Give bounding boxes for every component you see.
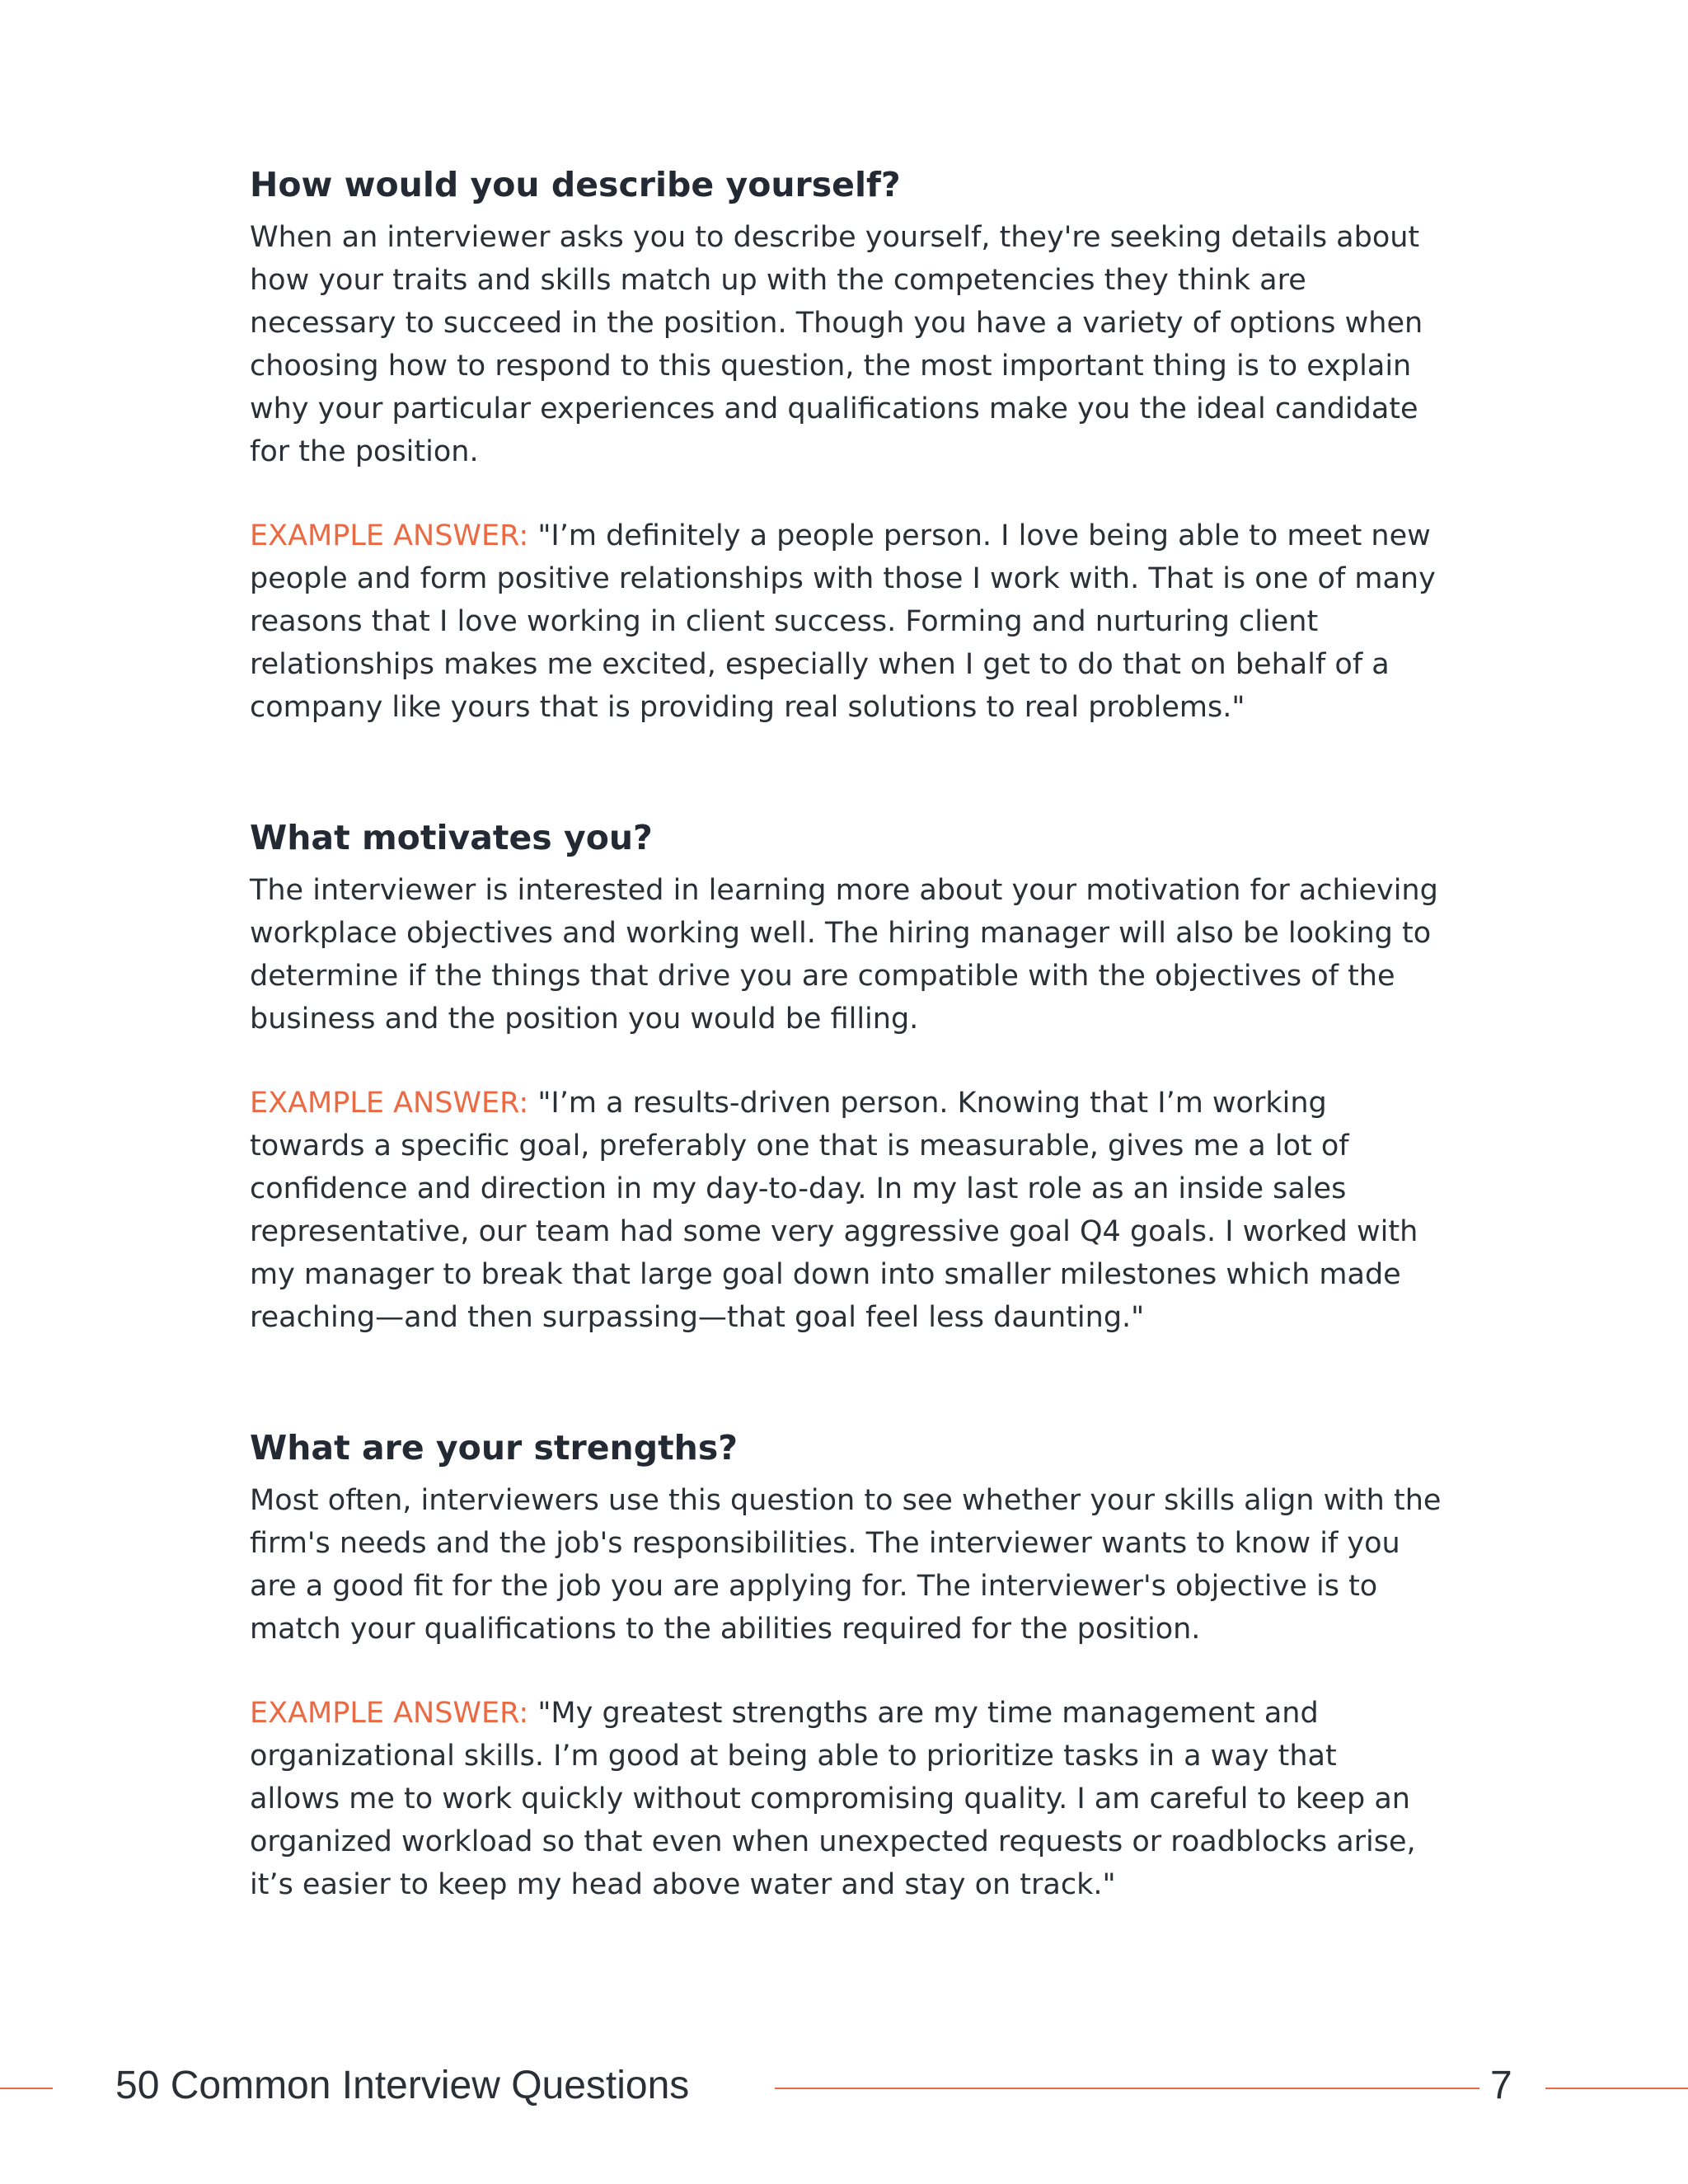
question-section-describe-yourself: [250, 162, 1503, 729]
example-answer-label: EXAMPLE ANSWER:: [250, 1697, 529, 1730]
page-content: [250, 162, 1503, 1906]
example-answer-label: EXAMPLE ANSWER:: [250, 1087, 529, 1120]
example-answer: [250, 514, 1503, 729]
example-answer: [250, 1692, 1503, 1906]
example-answer-label: EXAMPLE ANSWER:: [250, 519, 529, 552]
question-section-strengths: [250, 1425, 1503, 1906]
question-explanation: When an interviewer asks you to describe yourself, they're seeking details about how your traits and skills match up with the competencies they think are necessary to succeed in the position. Though you have a variety of options when choosing how to respond to this question, the most important thing is to explain why your particular experiences and qualifications make you the ideal candidate for the position.: [250, 221, 1423, 468]
page-footer: [0, 2061, 1688, 2111]
example-answer-text: "I’m definitely a people person. I love being able to meet new people and form positive relationships with those I work with. That is one of many reasons that I love working in client success. Forming and nurturing client relationships makes me excited, especially when I get to do that on behalf of a company like yours that is providing real solutions to real problems.": [250, 519, 1436, 724]
question-heading: What motivates you?: [250, 818, 653, 857]
question-section-motivation: [250, 815, 1503, 1339]
question-explanation: The interviewer is interested in learning more about your motivation for achieving workplace objectives and working well. The hiring manager will also be looking to determine if the things that drive you are compatible with the objectives of the business and the position you would be filling.: [250, 874, 1438, 1036]
example-answer-text: "My greatest strengths are my time management and organizational skills. I’m good at being able to prioritize tasks in a way that allows me to work quickly without compromising quality. I am careful to keep an organized workload so that even when unexpected requests or roadblocks arise, it’s easier to keep my head above water and stay on track.": [250, 1697, 1416, 1901]
example-answer: [250, 1082, 1503, 1339]
example-answer-text: "I’m a results-driven person. Knowing that I’m working towards a specific goal, preferably one that is measurable, gives me a lot of confidence and direction in my day-to-day. In my last role as an inside sales representative, our team had some very aggressive goal Q4 goals. I worked with my manager to break that large goal down into smaller milestones which made reaching—and then surpassing—that goal feel less daunting.": [250, 1087, 1418, 1334]
footer-page-number: 7: [1490, 2064, 1512, 2107]
footer-rule-right: [1545, 2088, 1688, 2089]
question-heading: How would you describe yourself?: [250, 165, 901, 204]
footer-rule-left: [0, 2088, 53, 2089]
footer-rule-middle: [775, 2088, 1479, 2089]
question-heading: What are your strengths?: [250, 1428, 738, 1468]
footer-document-title: 50 Common Interview Questions: [115, 2064, 690, 2107]
question-explanation: Most often, interviewers use this question to see whether your skills align with the firm's needs and the job's responsibilities. The interviewer wants to know if you are a good fit for the job you are applying for. The interviewer's objective is to match your qualifications to the abilities required for the position.: [250, 1484, 1442, 1646]
